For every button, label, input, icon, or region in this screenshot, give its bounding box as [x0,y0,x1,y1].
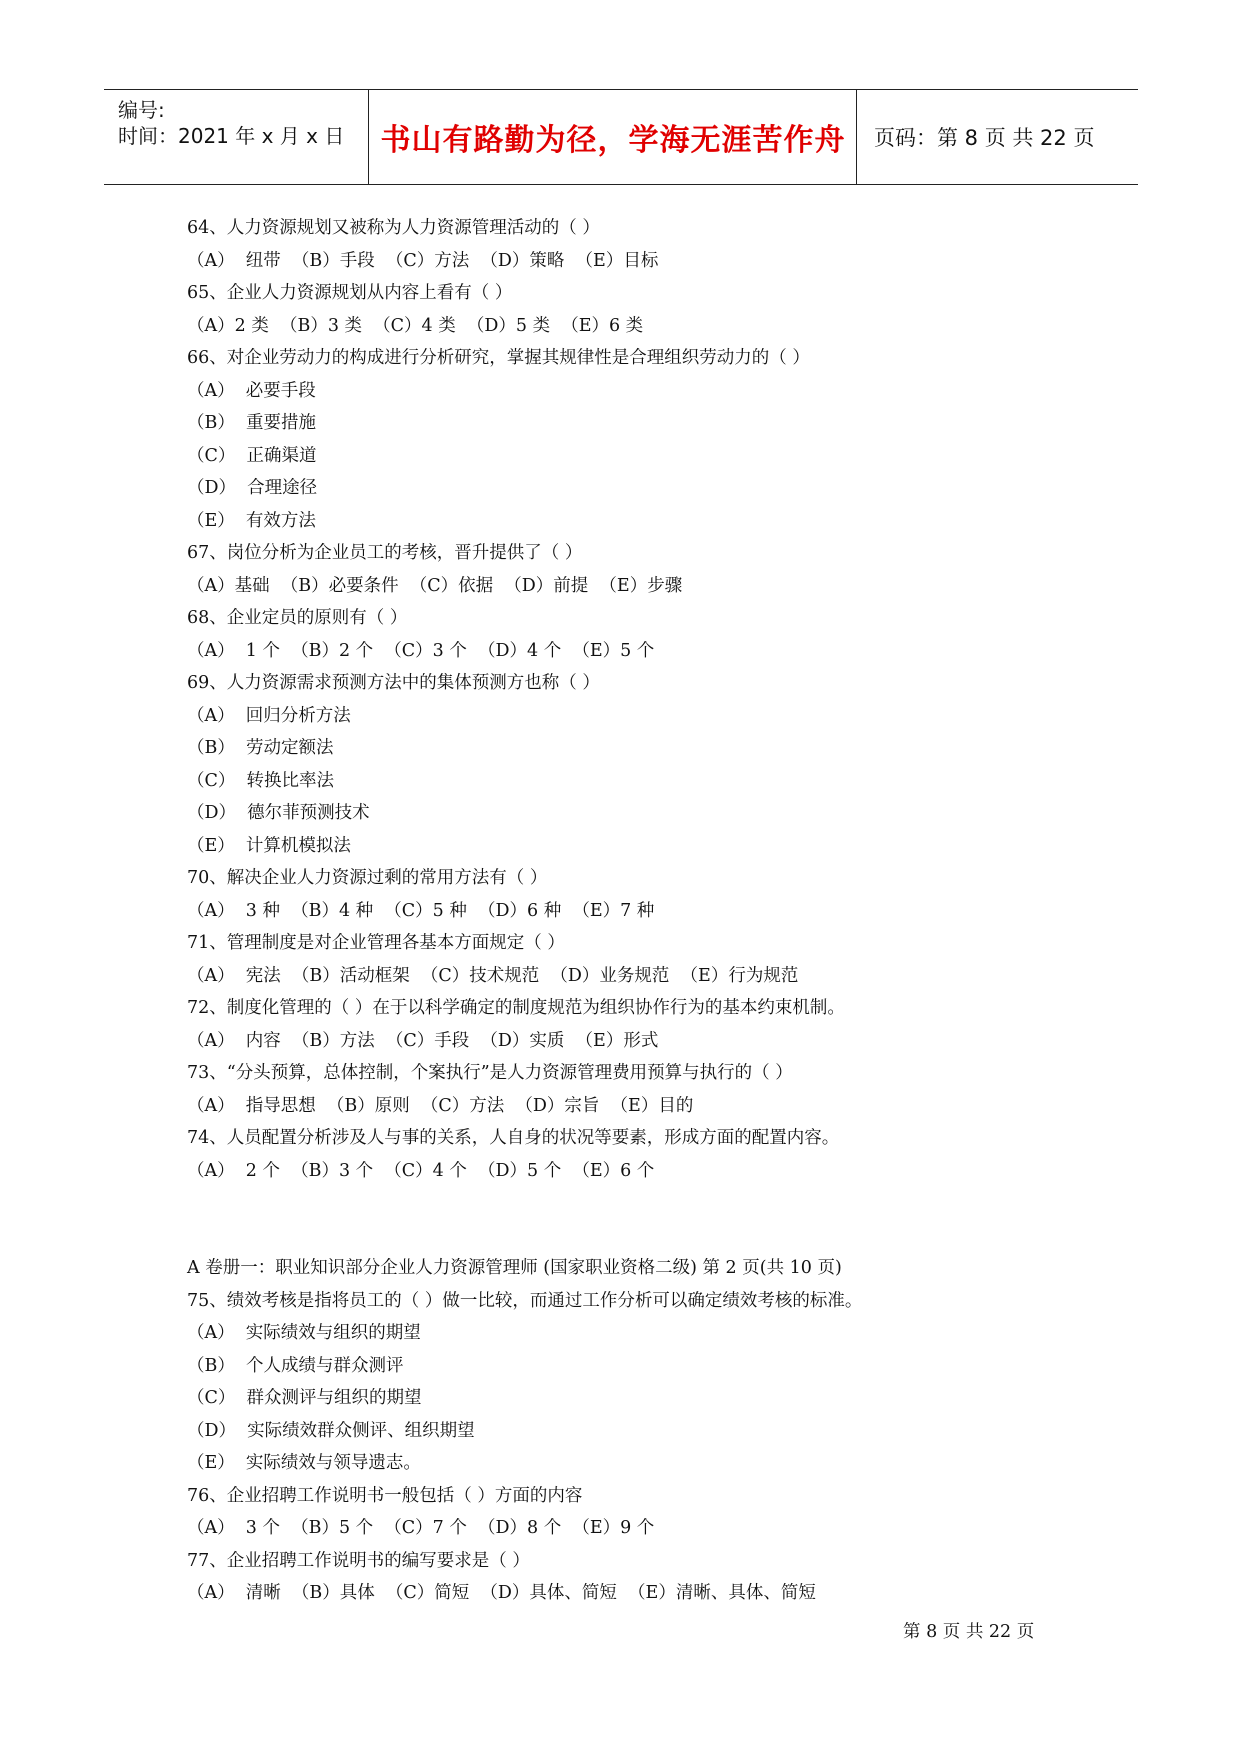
text-line: 71、管理制度是对企业管理各基本方面规定（ ） [187,933,565,953]
text-line: （B） 重要措施 [187,413,316,433]
text-line: （C） 群众测评与组织的期望 [187,1388,422,1408]
text-line: 64、人力资源规划又被称为人力资源管理活动的（ ） [187,218,600,238]
text-line: （A） 内容 （B）方法 （C）手段 （D）实质 （E）形式 [187,1030,659,1051]
text-line: （E） 有效方法 [187,510,316,531]
text-line: （A） 宪法 （B）活动框架 （C）技术规范 （D）业务规范 （E）行为规范 [187,965,799,986]
text-line: （B） 劳动定额法 [187,738,334,758]
header-page-info: 页码：第 8 页 共 22 页 [874,126,1095,150]
text-line: （A） 回归分析方法 [187,705,351,726]
text-line: 72、制度化管理的（ ）在于以科学确定的制度规范为组织协作行为的基本约束机制。 [187,998,845,1018]
text-line: （B） 个人成绩与群众测评 [187,1355,404,1376]
text-line: （D） 合理途径 [187,478,318,498]
section-note: A 卷册一：职业知识部分企业人力资源管理师 (国家职业资格二级) 第 2 页(共 10 页) [187,1258,842,1278]
header-divider [856,90,857,184]
text-line: （A） 3 个 （B）5 个 （C）7 个 （D）8 个 （E）9 个 [187,1518,655,1538]
text-line: 77、企业招聘工作说明书的编写要求是（ ） [187,1550,530,1571]
text-line: （A）基础 （B）必要条件 （C）依据 （D）前提 （E）步骤 [187,575,683,596]
text-line: （A） 纽带 （B）手段 （C）方法 （D）策略 （E）目标 [187,250,659,271]
text-line: 76、企业招聘工作说明书一般包括（ ）方面的内容 [187,1485,583,1506]
question-content [187,212,1087,1610]
text-line: （C） 转换比率法 [187,770,335,791]
text-line: （A）2 类 （B）3 类 （C）4 类 （D）5 类 （E）6 类 [187,315,644,336]
text-line: （E） 实际绩效与领导遗志。 [187,1453,421,1473]
document-number-label: 编号: [118,98,165,122]
text-line: （D） 实际绩效群众侧评、组织期望 [187,1420,475,1441]
text-line: （C） 正确渠道 [187,445,317,466]
text-line: 66、对企业劳动力的构成进行分析研究，掌握其规律性是合理组织劳动力的（ ） [187,348,810,368]
header-motto: 书山有路勤为径，学海无涯苦作舟 [380,123,846,158]
document-time-label: 时间：2021 年 x 月 x 日 [118,124,345,148]
text-line: 67、岗位分析为企业员工的考核，晋升提供了（ ） [187,543,583,563]
text-line: 70、解决企业人力资源过剩的常用方法有（ ） [187,868,548,888]
text-line: （A） 1 个 （B）2 个 （C）3 个 （D）4 个 （E）5 个 [187,640,655,661]
text-line: 73、“分头预算，总体控制，个案执行”是人力资源管理费用预算与执行的（ ） [187,1063,793,1083]
text-line: （A） 必要手段 [187,380,316,401]
text-line: 65、企业人力资源规划从内容上看有（ ） [187,283,513,303]
text-line: 75、绩效考核是指将员工的（ ）做一比较，而通过工作分析可以确定绩效考核的标准。 [187,1290,863,1311]
blank-gap [187,1187,1087,1252]
page-header [104,89,1138,185]
text-line: （E） 计算机模拟法 [187,835,351,856]
text-line: （A） 清晰 （B）具体 （C）简短 （D）具体、简短 （E）清晰、具体、简短 [187,1583,816,1603]
text-line: （A） 2 个 （B）3 个 （C）4 个 （D）5 个 （E）6 个 [187,1160,655,1181]
text-line: （D） 德尔菲预测技术 [187,803,370,823]
text-line: 68、企业定员的原则有（ ） [187,608,408,628]
text-line: 74、人员配置分析涉及人与事的关系，人自身的状况等要素，形成方面的配置内容。 [187,1128,840,1148]
page-footer: 第 8 页 共 22 页 [903,1622,1035,1642]
text-line: （A） 指导思想 （B）原则 （C）方法 （D）宗旨 （E）目的 [187,1095,694,1116]
text-line: （A） 实际绩效与组织的期望 [187,1323,421,1343]
text-line: 69、人力资源需求预测方法中的集体预测方也称（ ） [187,673,600,693]
text-line: （A） 3 种 （B）4 种 （C）5 种 （D）6 种 （E）7 种 [187,900,655,921]
header-meta [104,90,368,184]
header-divider [368,90,369,184]
